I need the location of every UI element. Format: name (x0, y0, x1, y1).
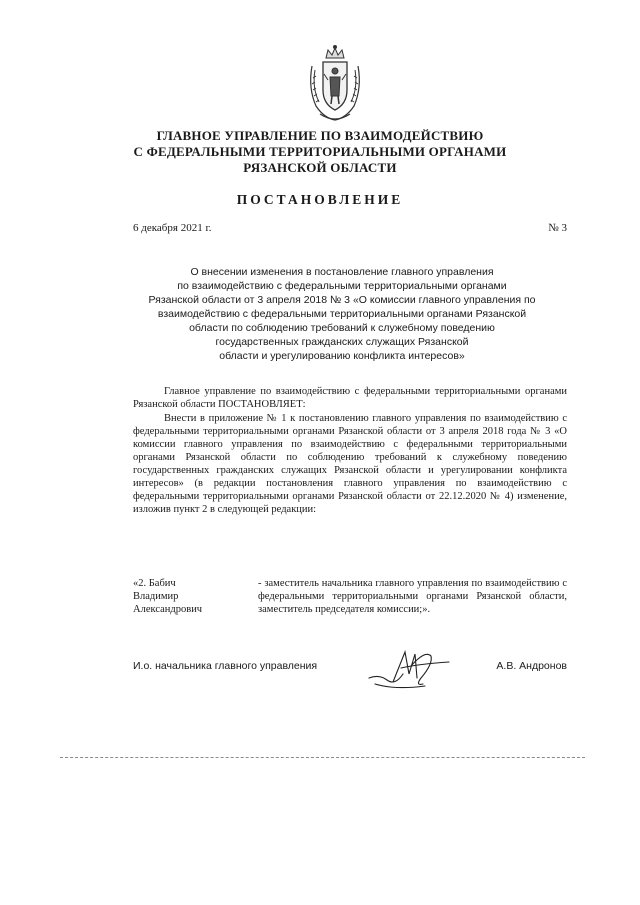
handwritten-signature (365, 644, 455, 692)
signatory-title: И.о. начальника главного управления (133, 660, 318, 672)
assignee-name-line: Владимир (133, 591, 179, 602)
agency-line: ГЛАВНОЕ УПРАВЛЕНИЕ ПО ВЗАИМОДЕЙСТВИЮ (156, 128, 484, 143)
subject-line: О внесении изменения в постановление главного управления (190, 266, 494, 278)
document-type-title: ПОСТАНОВЛЕНИЕ (236, 192, 404, 207)
body-paragraph: Внести в приложение № 1 к постановлению главного управления по взаимодействию с федеральными территориальными органами Рязанской области от 3 апреля 2018 года № 3 «О комиссии главного управления по взаимодействию с федеральными территориальными органами Рязанской области по соблюдению требований к служебному поведению государственных гражданских служащих Рязанской области и урегулировании конфликта интересов» (в редакции постановления главного управления по взаимодействию с федеральными территориальными органами Рязанской области от 22.12.2020 № 4) изменение, изложив пункт 2 в следующей редакции: (133, 413, 567, 515)
body-paragraph: Главное управление по взаимодействию с федеральными территориальными органами Рязанской области ПОСТАНОВЛЯЕТ: (133, 386, 567, 410)
document-subject (122, 265, 562, 363)
document-date: 6 декабря 2021 г. (133, 222, 212, 234)
subject-line: Рязанской области от 3 апреля 2018 № 3 «О комиссии главного управления по (148, 294, 536, 306)
subject-line: по взаимодействию с федеральными территориальными органами (177, 280, 507, 292)
document-body (133, 385, 567, 516)
agency-line: С ФЕДЕРАЛЬНЫМИ ТЕРРИТОРИАЛЬНЫМИ ОРГАНАМИ (133, 144, 507, 159)
page-divider (60, 757, 585, 758)
document-number: № 3 (548, 222, 567, 234)
assignee-name-line: «2. Бабич (133, 578, 176, 589)
subject-line: взаимодействию с федеральными территориальными органами Рязанской (157, 308, 527, 320)
subject-line: государственных гражданских служащих Рязанской (215, 336, 469, 348)
coat-of-arms-emblem (306, 44, 364, 124)
signature-block (133, 660, 567, 700)
assignee-name-line: Александрович (133, 604, 203, 615)
agency-line: РЯЗАНСКОЙ ОБЛАСТИ (243, 160, 397, 175)
issuing-agency (100, 128, 540, 176)
subject-line: области по соблюдению требований к служебному поведению (189, 322, 495, 334)
signatory-name: А.В. Андронов (496, 660, 567, 672)
subject-line: области и урегулированию конфликта интересов» (219, 350, 465, 362)
assignee-name (133, 577, 243, 616)
assignee-role: - заместитель начальника главного управления по взаимодействию с федеральными территориальными органами Рязанской области, заместитель председателя комиссии;». (258, 578, 567, 615)
